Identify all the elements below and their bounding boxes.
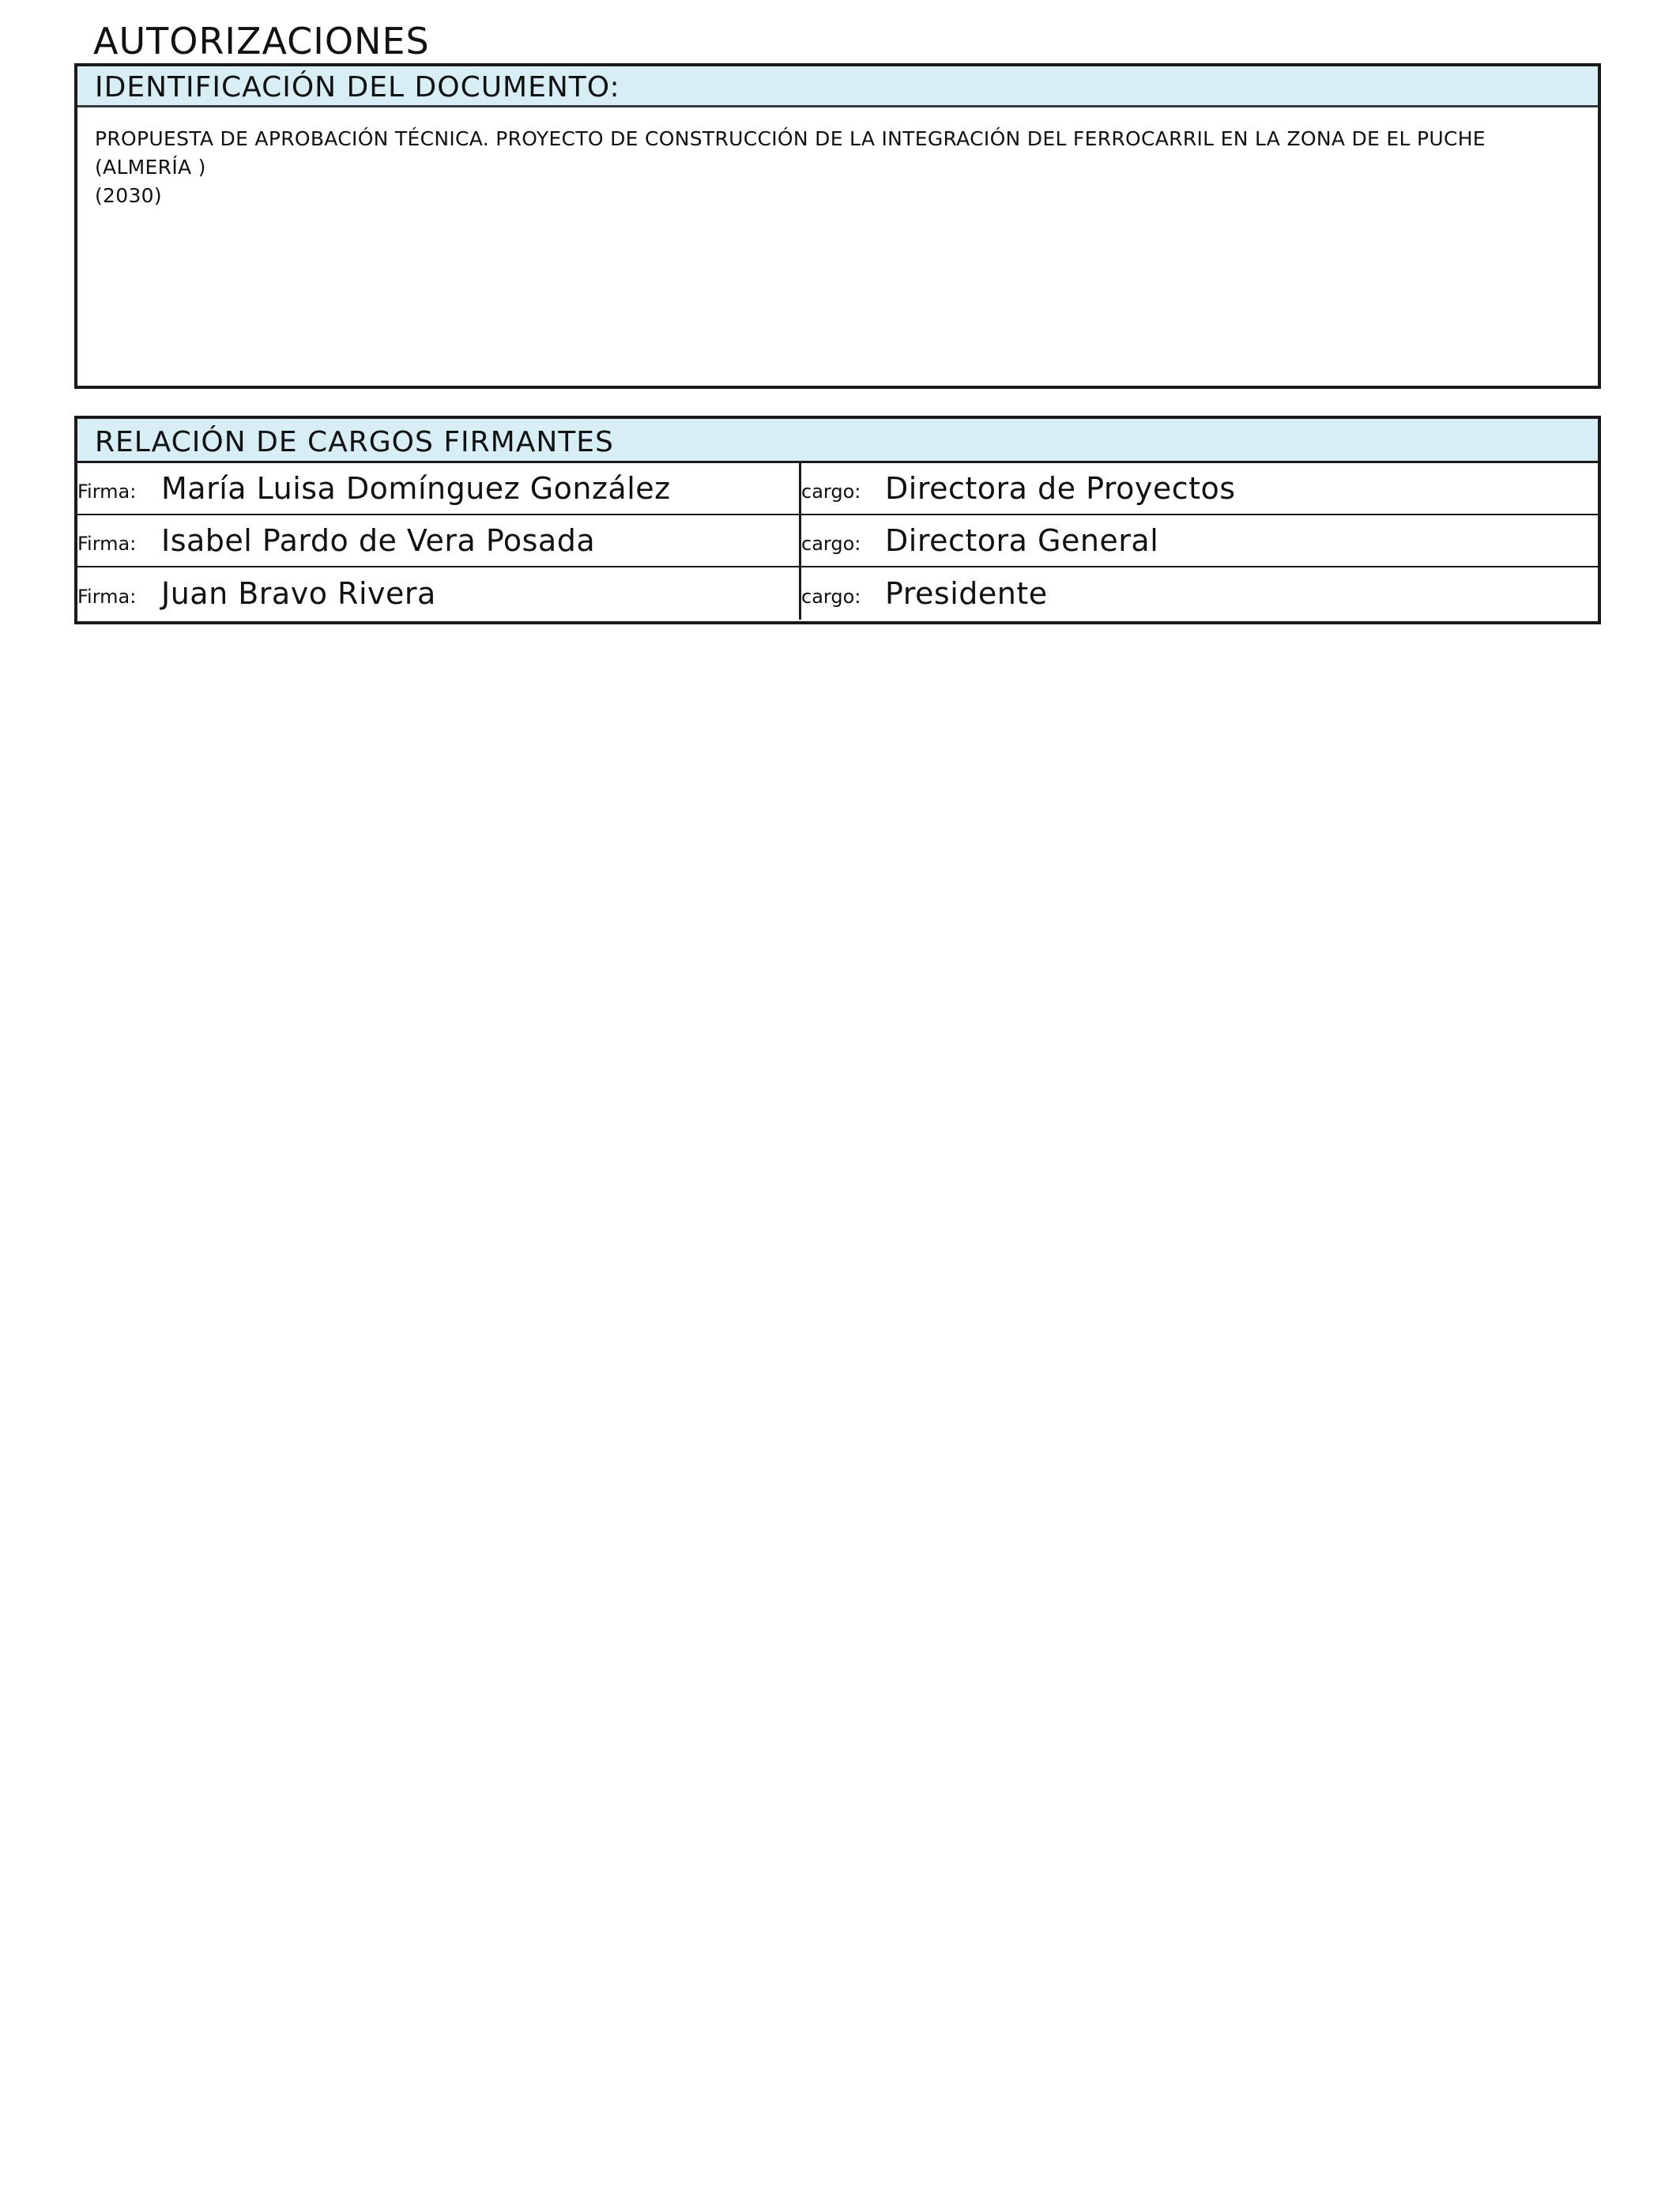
signers-header: RELACIÓN DE CARGOS FIRMANTES: [77, 419, 1598, 463]
document-description: PROPUESTA DE APROBACIÓN TÉCNICA. PROYECTO DE CONSTRUCCIÓN DE LA INTEGRACIÓN DEL FERROCARRIL EN LA ZONA DE EL PUCHE (ALMERÍA ) (2030): [95, 127, 1486, 207]
signer-cargo-cell: [801, 463, 1598, 514]
signer-name: María Luisa Domínguez González: [161, 471, 671, 506]
signer-name: Isabel Pardo de Vera Posada: [161, 523, 596, 558]
signer-cargo-cell: [801, 567, 1598, 620]
signer-cargo-cell: [801, 515, 1598, 566]
firma-label: Firma:: [77, 481, 137, 503]
signer-cargo: Directora de Proyectos: [885, 471, 1236, 506]
document-identification-header: IDENTIFICACIÓN DEL DOCUMENTO:: [77, 66, 1598, 107]
firma-label: Firma:: [77, 533, 137, 555]
cargo-label: cargo:: [801, 586, 861, 608]
signer-row: [77, 463, 1598, 515]
signer-name-cell: [77, 515, 801, 566]
signer-row: [77, 515, 1598, 567]
cargo-label: cargo:: [801, 533, 861, 555]
signer-name-cell: [77, 463, 801, 514]
signer-row: [77, 567, 1598, 620]
signer-cargo: Directora General: [885, 523, 1159, 558]
cargo-label: cargo:: [801, 481, 861, 503]
signer-name-cell: [77, 567, 801, 620]
signer-name: Juan Bravo Rivera: [161, 576, 436, 611]
document-identification-box: [74, 63, 1601, 389]
signers-box: [74, 416, 1601, 624]
signer-cargo: Presidente: [885, 576, 1048, 611]
page-title: AUTORIZACIONES: [93, 20, 430, 62]
firma-label: Firma:: [77, 586, 137, 608]
